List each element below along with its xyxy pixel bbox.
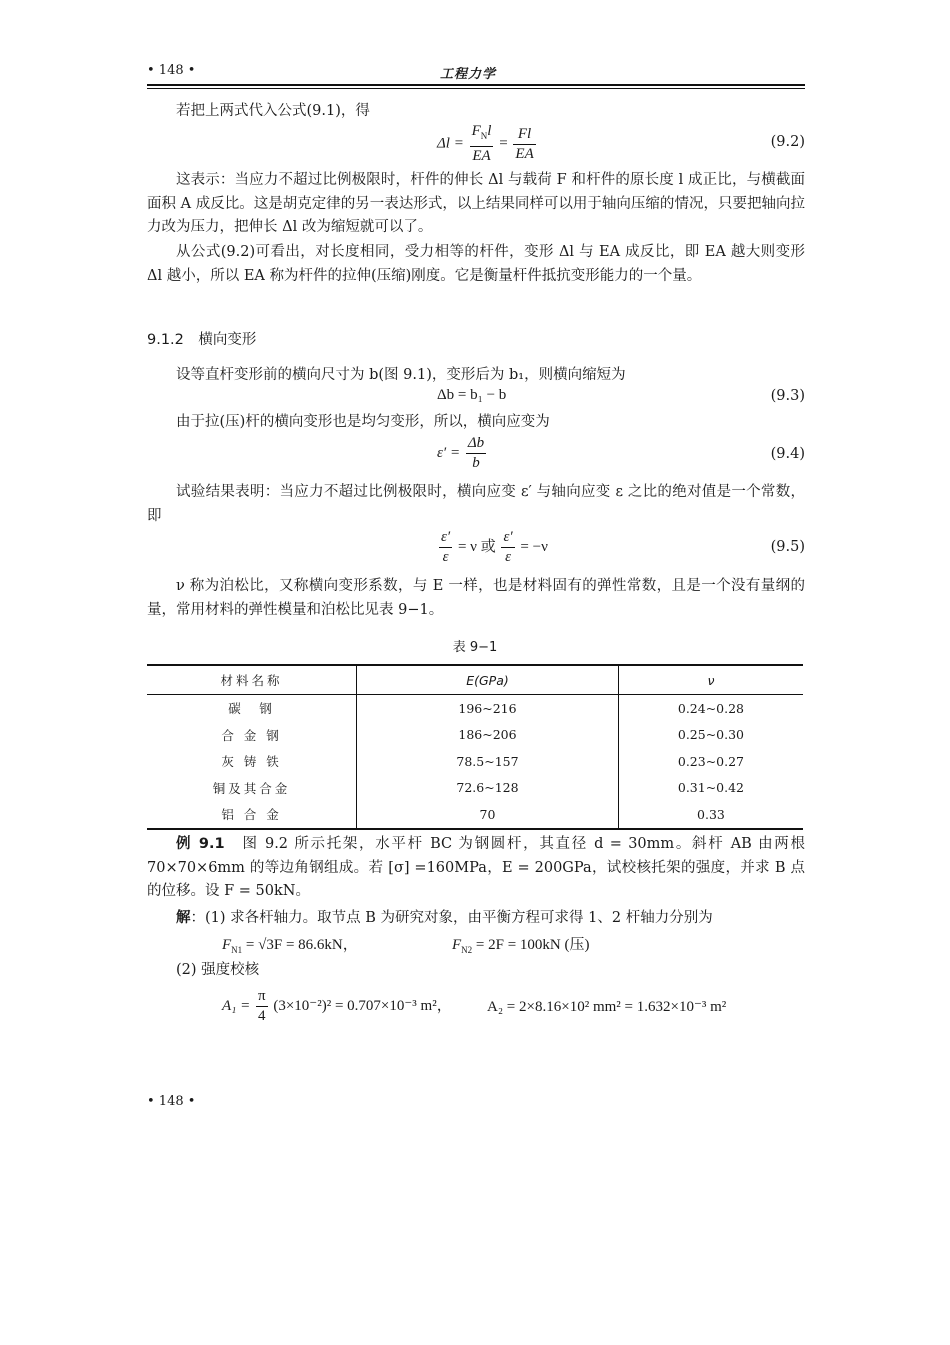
solution-label: 解 — [176, 910, 191, 926]
paragraph-experiment: 试验结果表明：当应力不超过比例极限时，横向应变 ε′ 与轴向应变 ε 之比的绝对值是一个常数，即 — [147, 484, 805, 524]
eq-a1-rest: (3×10⁻²)² = 0.707×10⁻³ m²， — [273, 997, 452, 1014]
eq-a1-lhs: A₁ = — [222, 997, 251, 1014]
eq-9-5-frac2 — [501, 528, 514, 567]
table-cell: 铝 合 金 — [147, 801, 357, 829]
example-label: 例 9.1 — [176, 836, 225, 852]
materials-table — [147, 664, 803, 830]
eq-9-2-frac1-tail: l — [487, 123, 492, 139]
eq-a1-frac — [256, 987, 268, 1026]
eq-9-5-tail: = −ν — [520, 538, 548, 555]
paragraph-transverse: 设等直杆变形前的横向尺寸为 b(图 9.1)，变形后为 b₁，则横向缩短为 — [176, 367, 626, 383]
eq-fn2-f: F — [452, 937, 462, 953]
eq-9-5-mid: = ν 或 — [457, 538, 496, 555]
eq-9-2-frac1-sub: N — [480, 131, 488, 141]
table-caption: 表 9−1 — [452, 640, 498, 655]
equation-fn1 — [222, 933, 358, 955]
example-paragraph — [147, 833, 805, 904]
table-row — [147, 748, 803, 775]
example-text: 图 9.2 所示托架，水平杆 BC 为钢圆杆，其直径 d = 30mm。斜杆 AB 由两根 70×70×6mm 的等边角钢组成。若 [σ] =160MPa，E = 200GPa，试校核托架的强度，并求 B 点的位移。设 F = 50kN。 — [147, 836, 805, 899]
equation-area-a1 — [222, 987, 452, 1026]
table-header-poisson-text: ν — [707, 672, 715, 688]
footer-page-number: • 148 • — [147, 1094, 196, 1109]
table-header-modulus-text: E(GPa) — [466, 672, 509, 688]
eq-9-5-num2: ε′ — [503, 529, 513, 545]
table-row — [147, 775, 803, 802]
eq-9-5-den2: ε — [505, 549, 512, 565]
equation-number-9-3: (9.3) — [770, 388, 805, 404]
equation-9-3: Δb = b₁ − b — [437, 387, 507, 403]
table-cell: 0.25~0.30 — [677, 727, 745, 743]
paragraph-poisson: ν 称为泊松比，又称横向变形系数，与 E 一样，也是材料固有的弹性常数，且是一个没有量纲的量，常用材料的弹性模量和泊松比见表 9−1。 — [147, 578, 805, 618]
eq-9-5-frac1 — [439, 528, 452, 567]
table-header-poisson — [618, 665, 803, 695]
eq-9-2-frac1-den: EA — [472, 148, 491, 164]
equation-number-9-5: (9.5) — [770, 539, 805, 555]
table-cell: 灰 铸 铁 — [147, 748, 357, 775]
eq-9-4-num: Δb — [467, 435, 485, 451]
equation-9-4 — [437, 434, 488, 473]
section-heading: 9.1.2 横向变形 — [147, 332, 257, 348]
table-cell: 0.24~0.28 — [677, 700, 745, 716]
paragraph-stiffness: 从公式(9.2)可看出，对长度相同，受力相等的杆件，变形 Δl 与 EA 成反比，即 EA 越大则变形 Δl 越小，所以 EA 称为杆件的拉伸(压缩)刚度。它是衡量杆件抵抗变形能力的一个量。 — [147, 244, 805, 284]
eq-9-2-equals: = — [499, 135, 508, 152]
eq-9-4-lhs: ε′ = — [437, 444, 461, 461]
table-header-modulus — [357, 665, 619, 695]
equation-fn2 — [452, 933, 590, 955]
equation-number-9-2: (9.2) — [770, 134, 805, 150]
eq-9-2-frac1-num: F — [471, 123, 481, 139]
table-cell: 铜及其合金 — [147, 775, 357, 802]
eq-fn1-f: F — [222, 937, 232, 953]
eq-fn1-sub: N1 — [231, 945, 243, 955]
equation-9-2 — [437, 122, 538, 166]
eq-fn2-rest: = 2F = 100kN (压) — [472, 937, 590, 953]
equation-area-a2: A₂ = 2×8.16×10² mm² = 1.632×10⁻³ m² — [487, 999, 727, 1015]
eq-9-2-frac1 — [470, 122, 494, 166]
eq-9-5-den1: ε — [442, 549, 449, 565]
table-cell: 碳 钢 — [147, 695, 357, 722]
table-cell: 0.33 — [618, 801, 803, 829]
table-row — [147, 695, 803, 722]
solution-text: ：(1) 求各杆轴力。取节点 B 为研究对象，由平衡方程可求得 1、2 杆轴力分别为 — [190, 910, 713, 926]
table-cell: 196~216 — [357, 695, 619, 722]
table-cell: 186~206 — [357, 722, 619, 749]
table-header-material: 材料名称 — [147, 665, 357, 695]
eq-9-2-frac2 — [513, 125, 535, 164]
eq-9-5-num1: ε′ — [441, 529, 451, 545]
header-page-number: • 148 • — [147, 63, 196, 78]
table-cell: 合 金 钢 — [147, 722, 357, 749]
table-cell: 72.6~128 — [357, 775, 619, 802]
eq-fn2-sub: N2 — [461, 945, 473, 955]
equation-9-5 — [437, 528, 548, 567]
header-title: 工程力学 — [440, 67, 497, 82]
table-header-row — [147, 665, 803, 695]
table-row — [147, 722, 803, 749]
header-rule-thick — [147, 84, 805, 86]
eq-fn1-rest: = √3F = 86.6kN， — [242, 937, 358, 953]
table-row — [147, 801, 803, 829]
header-rule-thin — [147, 88, 805, 89]
eq-9-2-frac2-den: EA — [515, 145, 534, 162]
eq-9-2-frac2-num: Fl — [517, 125, 532, 142]
solution-paragraph — [147, 907, 805, 931]
table-cell: 78.5~157 — [357, 748, 619, 775]
eq-a1-num: π — [256, 987, 268, 1007]
paragraph-hooke: 这表示：当应力不超过比例极限时，杆件的伸长 Δl 与载荷 F 和杆件的原长度 l 成正比，与横截面面积 A 成反比。这是胡克定律的另一表达形式，以上结果同样可以用于轴向压缩的情况，只要把轴向拉力改为压力，把伸长 Δl 改为缩短就可以了。 — [147, 172, 805, 235]
eq-9-4-frac — [466, 434, 486, 473]
paragraph-uniform: 由于拉(压)杆的横向变形也是均匀变形，所以，横向应变为 — [176, 414, 550, 430]
table-cell: 70 — [357, 801, 619, 829]
equation-number-9-4: (9.4) — [770, 446, 805, 462]
table-cell: 0.31~0.42 — [677, 780, 745, 796]
eq-9-4-den: b — [472, 455, 480, 471]
eq-a1-den: 4 — [258, 1008, 266, 1024]
intro-line: 若把上两式代入公式(9.1)，得 — [176, 103, 370, 119]
table-cell: 0.23~0.27 — [677, 753, 745, 769]
eq-9-2-lhs: Δl = — [437, 135, 464, 152]
solution-step-2: (2) 强度校核 — [176, 962, 260, 978]
